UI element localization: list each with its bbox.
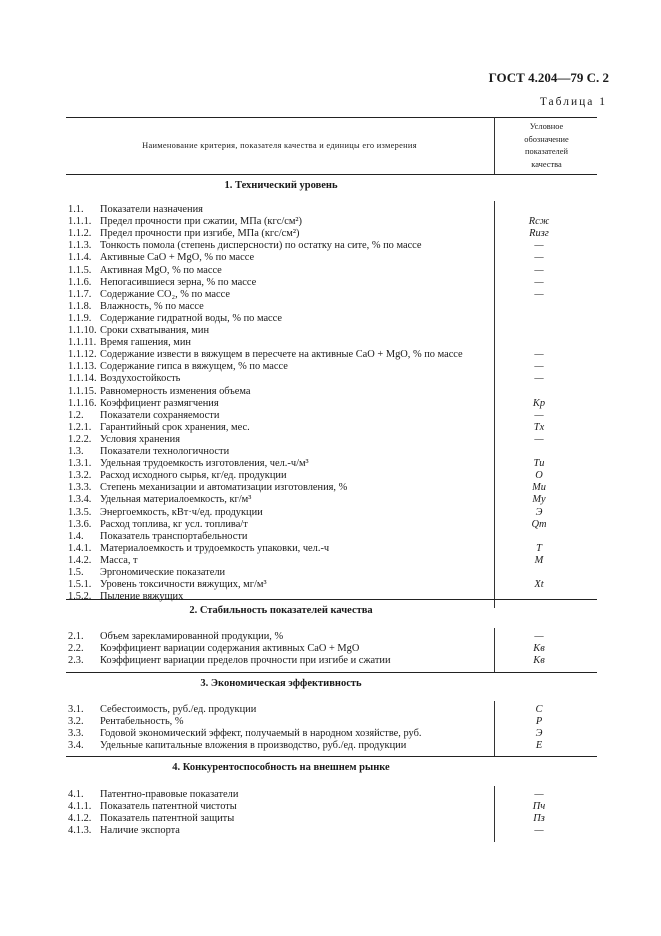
table-row bbox=[68, 422, 494, 434]
table-row bbox=[68, 579, 494, 591]
table-row bbox=[68, 655, 494, 667]
symbol-header-line: показателей bbox=[525, 147, 568, 156]
row-text: Влажность, % по массе bbox=[100, 300, 204, 312]
row-symbol: O bbox=[535, 470, 543, 482]
row-text: Себестоимость, руб./ед. продукции bbox=[100, 704, 257, 715]
row-number: 1.1.4. bbox=[68, 252, 92, 264]
row-text: Наличие экспорта bbox=[100, 825, 180, 837]
table-row bbox=[68, 313, 494, 325]
row-number: 1.2.2. bbox=[68, 433, 92, 445]
row-number: 2.3. bbox=[68, 655, 84, 667]
row-number: 1.1.3. bbox=[68, 240, 92, 252]
table-row bbox=[68, 373, 494, 385]
table-row bbox=[68, 591, 494, 603]
section-rule bbox=[66, 599, 597, 600]
row-text: Коэффициент размягчения bbox=[100, 397, 219, 409]
section-title: 1. Технический уровень bbox=[224, 180, 338, 191]
table-row bbox=[68, 361, 494, 373]
row-symbol: Rизг bbox=[529, 228, 549, 240]
row-text: Патентно-правовые показатели bbox=[100, 789, 239, 800]
table-row bbox=[68, 349, 494, 361]
row-text: Показатели сохраняемости bbox=[100, 409, 220, 421]
table-label: Таблица 1 bbox=[539, 96, 607, 108]
column-separator bbox=[494, 786, 495, 842]
table-row bbox=[68, 289, 494, 301]
document-code: ГОСТ 4.204—79 С. 2 bbox=[488, 70, 609, 85]
row-symbol: — bbox=[534, 373, 544, 385]
row-text: Равномерность изменения объема bbox=[100, 385, 251, 397]
row-symbol: — bbox=[534, 288, 544, 300]
row-symbol: Kв bbox=[533, 655, 545, 667]
table-row bbox=[68, 228, 494, 240]
table-row bbox=[68, 643, 494, 655]
row-text: Эргономические показатели bbox=[100, 567, 226, 578]
row-text: Расход исходного сырья, кг/ед. продукции bbox=[100, 470, 287, 482]
row-symbol: — bbox=[534, 349, 544, 361]
row-number: 1.4.1. bbox=[68, 542, 92, 554]
row-number: 1.1.7. bbox=[68, 288, 92, 300]
column-separator bbox=[494, 628, 495, 672]
row-number: 1.1.11. bbox=[68, 337, 97, 349]
row-number: 1.5.2. bbox=[68, 591, 92, 603]
table-row bbox=[68, 531, 494, 543]
row-text: Тонкость помола (степень дисперсности) по остатку на сите, % по массе bbox=[100, 240, 422, 252]
row-symbol: Kр bbox=[532, 397, 546, 409]
row-number: 4.1.3. bbox=[68, 825, 92, 837]
row-symbol: — bbox=[534, 789, 544, 800]
column-separator bbox=[494, 117, 495, 174]
table-row bbox=[68, 458, 494, 470]
row-symbol: Tи bbox=[533, 458, 545, 470]
table-row bbox=[68, 386, 494, 398]
row-symbol: T bbox=[536, 542, 542, 554]
row-text: Коэффициент вариации пределов прочности при изгибе и сжатии bbox=[100, 655, 391, 667]
row-text: Предел прочности при изгибе, МПа (кгс/см²) bbox=[100, 228, 300, 240]
row-number: 1.1.2. bbox=[68, 228, 92, 240]
row-number: 1.4.2. bbox=[68, 554, 92, 566]
table-row bbox=[68, 265, 494, 277]
symbol-header-line: качества bbox=[531, 159, 562, 169]
symbol-header-line: Условное bbox=[529, 122, 564, 131]
row-symbol: Xt bbox=[534, 579, 544, 591]
header-bottom-rule bbox=[66, 174, 597, 175]
row-text: Непогасившиеся зерна, % по массе bbox=[100, 276, 257, 288]
table-row bbox=[68, 716, 494, 728]
row-symbol: — bbox=[534, 240, 544, 252]
row-number: 1.3.1. bbox=[68, 458, 92, 470]
row-symbol: Пч bbox=[532, 801, 546, 813]
row-symbol: Kв bbox=[533, 643, 545, 655]
row-number: 1.5. bbox=[68, 567, 84, 578]
table-row bbox=[68, 740, 494, 752]
row-number: 1.1.10. bbox=[68, 325, 97, 336]
row-symbol: Э bbox=[535, 728, 543, 740]
section-title: 4. Конкурентоспособность на внешнем рынке bbox=[172, 762, 390, 773]
table-row bbox=[68, 507, 494, 519]
row-number: 1.1.5. bbox=[68, 264, 92, 276]
row-text: Содержание гидратной воды, % по массе bbox=[100, 312, 283, 324]
row-symbol: Qт bbox=[531, 518, 547, 530]
row-number: 3.1. bbox=[68, 704, 84, 715]
table-row bbox=[68, 410, 494, 422]
section-title: 2. Стабильность показателей качества bbox=[189, 605, 373, 616]
row-text: Годовой экономический эффект, получаемый в народном хозяйстве, руб. bbox=[100, 728, 422, 740]
row-symbol: P bbox=[535, 716, 543, 728]
row-symbol: C bbox=[535, 704, 543, 715]
row-text: Энергоемкость, кВт·ч/ед. продукции bbox=[100, 506, 263, 518]
row-symbol: — bbox=[534, 252, 544, 264]
table-row bbox=[68, 789, 494, 801]
row-number: 1.3.4. bbox=[68, 494, 92, 506]
row-number: 3.4. bbox=[68, 740, 84, 752]
row-number: 3.3. bbox=[68, 728, 84, 740]
row-text: Материалоемкость и трудоемкость упаковки, чел.-ч bbox=[100, 542, 330, 554]
table-row bbox=[68, 813, 494, 825]
table-row bbox=[68, 216, 494, 228]
row-symbol: Пз bbox=[533, 813, 545, 825]
row-text: Содержание CO₂, % по массе bbox=[100, 288, 230, 300]
row-number: 1.1.6. bbox=[68, 276, 92, 288]
row-text: Условия хранения bbox=[100, 433, 181, 445]
table-row bbox=[68, 825, 494, 837]
row-number: 1.5.1. bbox=[68, 579, 92, 591]
row-number: 1.4. bbox=[68, 530, 84, 542]
table-row bbox=[68, 631, 494, 643]
row-text: Пыление вяжущих bbox=[100, 591, 184, 603]
row-number: 2.1. bbox=[68, 631, 84, 642]
table-row bbox=[68, 482, 494, 494]
row-text: Сроки схватывания, мин bbox=[100, 325, 210, 336]
row-text: Гарантийный срок хранения, мес. bbox=[100, 421, 250, 433]
column-separator bbox=[494, 201, 495, 608]
table-row bbox=[68, 277, 494, 289]
row-text: Активная MgO, % по массе bbox=[100, 264, 222, 276]
row-text: Показатель патентной защиты bbox=[100, 813, 235, 825]
row-number: 4.1.1. bbox=[68, 801, 92, 813]
row-number: 1.2.1. bbox=[68, 421, 92, 433]
row-number: 1.3.5. bbox=[68, 506, 92, 518]
row-symbol: — bbox=[534, 361, 544, 373]
table-row bbox=[68, 801, 494, 813]
row-number: 1.3.6. bbox=[68, 518, 92, 530]
row-symbol: M bbox=[534, 554, 544, 566]
row-number: 1.1.15. bbox=[68, 385, 97, 397]
row-symbol: — bbox=[534, 631, 544, 642]
row-symbol: Rсж bbox=[528, 216, 550, 228]
row-symbol: — bbox=[534, 433, 544, 445]
row-number: 1.1.12. bbox=[68, 349, 97, 361]
row-number: 4.1.2. bbox=[68, 813, 92, 825]
table-row bbox=[68, 446, 494, 458]
table-row bbox=[68, 301, 494, 313]
row-number: 1.3. bbox=[68, 446, 84, 457]
row-text: Объем зарекламированной продукции, % bbox=[100, 631, 284, 642]
row-text: Удельная трудоемкость изготовления, чел.-ч/м³ bbox=[100, 458, 309, 470]
row-number: 1.1.16. bbox=[68, 397, 97, 409]
table-row bbox=[68, 434, 494, 446]
row-text: Масса, т bbox=[100, 554, 138, 566]
table-row bbox=[68, 567, 494, 579]
row-number: 4.1. bbox=[68, 789, 84, 800]
table-row bbox=[68, 204, 494, 216]
row-number: 1.2. bbox=[68, 409, 84, 421]
table-row bbox=[68, 252, 494, 264]
row-number: 1.3.3. bbox=[68, 482, 92, 494]
row-text: Показатели технологичности bbox=[100, 446, 230, 457]
row-symbol: E bbox=[535, 740, 543, 752]
row-symbol: — bbox=[534, 409, 544, 421]
row-text: Уровень токсичности вяжущих, мг/м³ bbox=[100, 579, 267, 591]
table-row bbox=[68, 337, 494, 349]
row-number: 1.1.8. bbox=[68, 300, 92, 312]
row-text: Показатели назначения bbox=[100, 204, 203, 215]
row-text: Воздухостойкость bbox=[100, 373, 181, 385]
row-text: Удельные капитальные вложения в производство, руб./ед. продукции bbox=[100, 740, 407, 752]
row-number: 2.2. bbox=[68, 643, 84, 655]
row-symbol: — bbox=[534, 825, 544, 837]
row-text: Коэффициент вариации содержания активных CaO + MgO bbox=[100, 643, 360, 655]
row-number: 3.2. bbox=[68, 716, 84, 728]
table-row bbox=[68, 470, 494, 482]
row-number: 1.3.2. bbox=[68, 470, 92, 482]
row-text: Степень механизации и автоматизации изготовления, % bbox=[100, 482, 348, 494]
table-row bbox=[68, 325, 494, 337]
symbol-header-line: обозначение bbox=[524, 134, 569, 144]
column-separator bbox=[494, 701, 495, 757]
section-rule bbox=[66, 672, 597, 673]
row-text: Показатель патентной чистоты bbox=[100, 801, 237, 813]
row-number: 1.1.9. bbox=[68, 312, 92, 324]
column-header-criterion: Наименование критерия, показателя качества и единицы его измерения bbox=[142, 140, 417, 150]
table-row bbox=[68, 555, 494, 567]
row-symbol: Mи bbox=[532, 482, 546, 494]
row-number: 1.1.13. bbox=[68, 361, 97, 373]
row-symbol: Э bbox=[535, 506, 543, 518]
row-symbol: — bbox=[534, 276, 544, 288]
table-row bbox=[68, 728, 494, 740]
row-text: Удельная материалоемкость, кг/м³ bbox=[100, 494, 252, 506]
column-header-symbol bbox=[496, 121, 597, 171]
row-number: 1.1.14. bbox=[68, 373, 97, 385]
table-row bbox=[68, 543, 494, 555]
table-row bbox=[68, 519, 494, 531]
table-row bbox=[68, 494, 494, 506]
row-text: Показатель транспортабельности bbox=[100, 530, 248, 542]
section-title: 3. Экономическая эффективность bbox=[200, 678, 362, 689]
row-text: Содержание извести в вяжущем в пересчете на активные CaO + MgO, % по массе bbox=[100, 349, 463, 361]
section-rule bbox=[66, 756, 597, 757]
table-row bbox=[68, 398, 494, 410]
table-row bbox=[68, 240, 494, 252]
row-text: Содержание гипса в вяжущем, % по массе bbox=[100, 361, 288, 373]
row-symbol: Tх bbox=[533, 421, 545, 433]
row-number: 1.1.1. bbox=[68, 216, 92, 228]
row-text: Время гашения, мин bbox=[100, 337, 191, 349]
row-text: Предел прочности при сжатии, МПа (кгс/см²) bbox=[100, 216, 302, 228]
row-symbol: — bbox=[534, 264, 544, 276]
row-text: Активные CaO + MgO, % по массе bbox=[100, 252, 255, 264]
table-row bbox=[68, 704, 494, 716]
row-symbol: Mу bbox=[532, 494, 546, 506]
row-text: Расход топлива, кг усл. топлива/т bbox=[100, 518, 248, 530]
row-number: 1.1. bbox=[68, 204, 84, 215]
row-text: Рентабельность, % bbox=[100, 716, 184, 728]
